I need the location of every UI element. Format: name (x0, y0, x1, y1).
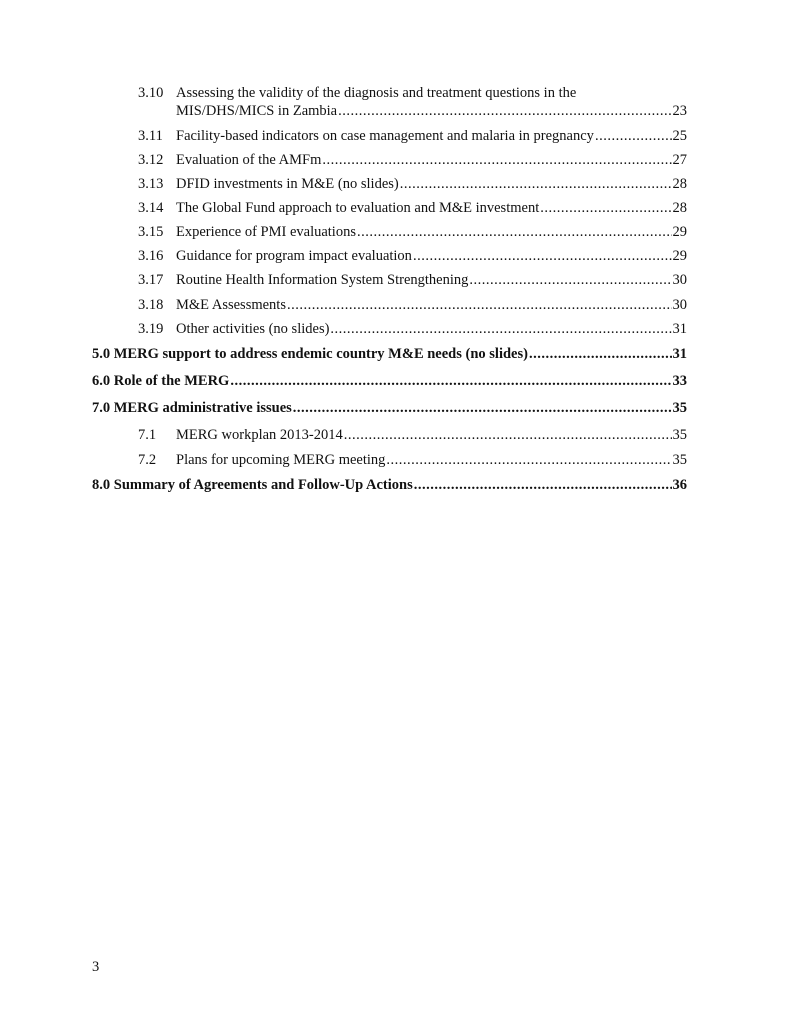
toc-entry-page: 29 (672, 248, 687, 264)
toc-entry-title: M&E Assessments (176, 297, 286, 313)
toc-entry-page: 35 (672, 452, 687, 468)
dot-leader (330, 320, 671, 338)
toc-entry-title: Experience of PMI evaluations (176, 224, 356, 240)
dot-leader (344, 426, 672, 444)
toc-entry-7-1[interactable] (138, 426, 687, 444)
toc-entry-number: 3.15 (138, 224, 164, 240)
toc-entry-title: Facility-based indicators on case management and malaria in pregnancy (176, 128, 594, 144)
toc-entry-3-18[interactable] (138, 296, 687, 314)
toc-entry-number: 3.11 (138, 128, 163, 144)
toc-section-6-0[interactable] (92, 372, 687, 390)
toc-entry-3-13[interactable] (138, 175, 687, 193)
toc-entry-title: Other activities (no slides) (176, 321, 330, 337)
toc-entry-number: 7.2 (138, 452, 157, 468)
toc-section-page: 36 (672, 477, 687, 493)
toc-entry-number: 3.12 (138, 152, 164, 168)
toc-section-5-0[interactable] (92, 345, 687, 363)
toc-entry-page: 35 (672, 427, 687, 443)
dot-leader (357, 223, 672, 241)
dot-leader (413, 247, 672, 265)
toc-entry-3-15[interactable] (138, 223, 687, 241)
dot-leader (230, 372, 671, 390)
toc-entry-number: 3.17 (138, 272, 164, 288)
toc-entry-title-continued: MIS/DHS/MICS in Zambia (176, 103, 338, 119)
dot-leader (529, 345, 672, 363)
toc-entry-number: 3.18 (138, 297, 164, 313)
toc-entry-page: 28 (672, 200, 687, 216)
dot-leader (293, 399, 672, 417)
dot-leader (414, 476, 672, 494)
toc-entry-page: 23 (672, 103, 687, 119)
page-number: 3 (92, 959, 100, 975)
toc-entry-title: Evaluation of the AMFm (176, 152, 322, 168)
dot-leader (322, 151, 671, 169)
toc-entry-page: 25 (672, 128, 687, 144)
toc-entry-title: Routine Health Information System Strengthening (176, 272, 469, 288)
dot-leader (386, 451, 671, 469)
toc-entry-page: 28 (672, 176, 687, 192)
toc-section-7-0[interactable] (92, 399, 687, 417)
dot-leader (540, 199, 671, 217)
toc-section-page: 31 (672, 346, 687, 362)
toc-entry-3-10-line1 (138, 84, 687, 102)
toc-entry-title: Assessing the validity of the diagnosis and treatment questions in the (176, 85, 577, 101)
toc-entry-number: 3.10 (138, 85, 164, 101)
toc-entry-page: 31 (672, 321, 687, 337)
toc-entry-7-2[interactable] (138, 451, 687, 469)
toc-entry-3-17[interactable] (138, 271, 687, 289)
toc-section-page: 35 (672, 400, 687, 416)
toc-entry-title: Plans for upcoming MERG meeting (176, 452, 386, 468)
dot-leader (469, 271, 671, 289)
toc-entry-title: Guidance for program impact evaluation (176, 248, 412, 264)
toc-section-title: 6.0 Role of the MERG (92, 373, 230, 389)
toc-entry-page: 29 (672, 224, 687, 240)
dot-leader (338, 102, 671, 120)
toc-entry-number: 3.19 (138, 321, 164, 337)
toc-section-8-0[interactable] (92, 476, 687, 494)
toc-entry-3-16[interactable] (138, 247, 687, 265)
dot-leader (595, 127, 672, 145)
toc-entry-title: The Global Fund approach to evaluation and M&E investment (176, 200, 540, 216)
toc-section-page: 33 (672, 373, 687, 389)
toc-entry-number: 7.1 (138, 427, 157, 443)
toc-entry-page: 30 (672, 272, 687, 288)
toc-section-title: 8.0 Summary of Agreements and Follow-Up Actions (92, 477, 413, 493)
toc-entry-page: 30 (672, 297, 687, 313)
toc-entry-number: 3.16 (138, 248, 164, 264)
toc-entry-3-19[interactable] (138, 320, 687, 338)
toc-entry-number: 3.13 (138, 176, 164, 192)
toc-section-title: 7.0 MERG administrative issues (92, 400, 292, 416)
toc-entry-page: 27 (672, 152, 687, 168)
dot-leader (287, 296, 672, 314)
toc-entry-title: MERG workplan 2013-2014 (176, 427, 343, 443)
toc-entry-3-14[interactable] (138, 199, 687, 217)
toc-entry-3-10-line2[interactable] (176, 102, 687, 120)
toc-entry-3-11[interactable] (138, 127, 687, 145)
dot-leader (400, 175, 672, 193)
toc-entry-number: 3.14 (138, 200, 164, 216)
toc-section-title: 5.0 MERG support to address endemic country M&E needs (no slides) (92, 346, 528, 362)
toc-entry-3-12[interactable] (138, 151, 687, 169)
toc-entry-title: DFID investments in M&E (no slides) (176, 176, 399, 192)
